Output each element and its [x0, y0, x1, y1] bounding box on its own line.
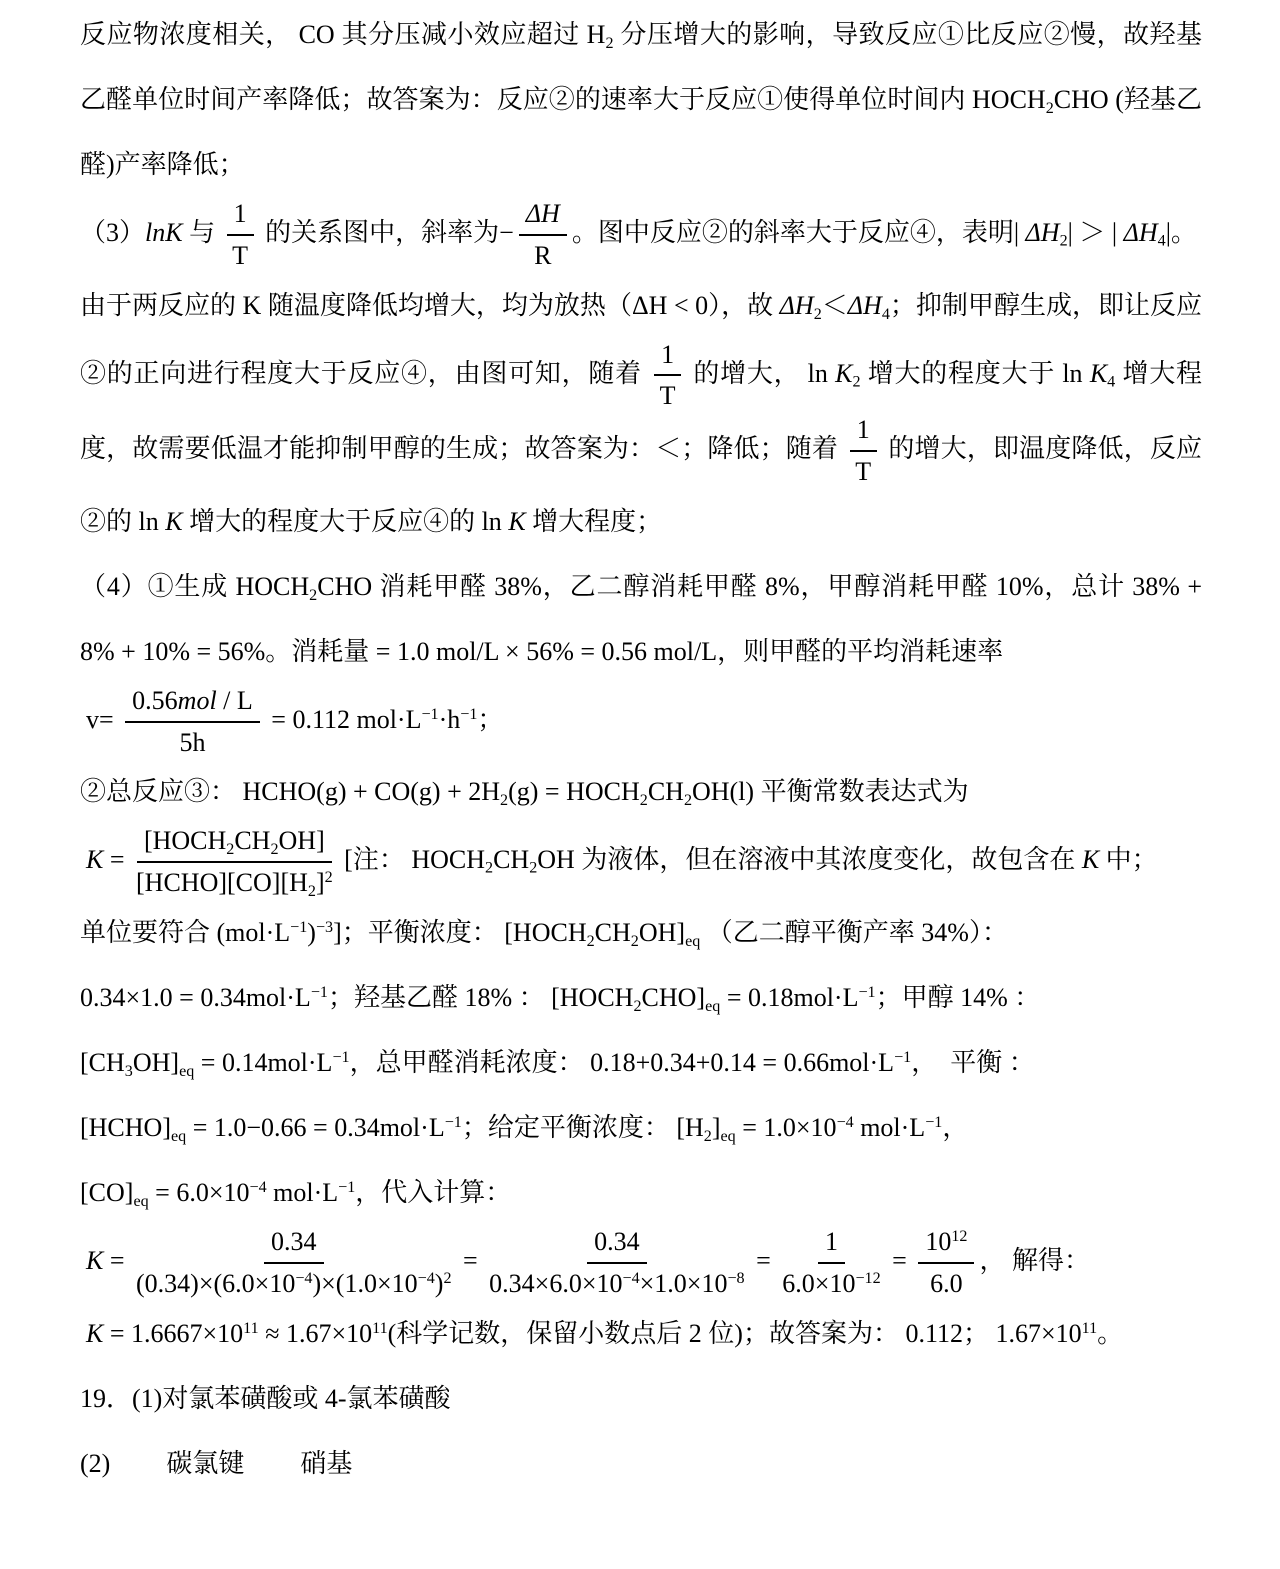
superscript: −1	[310, 984, 328, 1002]
superscript: −4	[622, 1269, 640, 1287]
fraction-numerator	[125, 684, 260, 723]
text-run: K	[508, 506, 526, 536]
fraction-denominator: R	[534, 240, 552, 270]
fraction	[125, 684, 260, 760]
text-run: K	[86, 1245, 104, 1275]
text-run: K	[86, 845, 104, 875]
text-run: mol	[177, 685, 217, 715]
text-run: = 1.0×10	[735, 1112, 837, 1142]
text-run: （乙二醇平衡产率 34%）：	[700, 917, 1008, 947]
text-run: ， 解得：	[979, 1245, 1090, 1275]
fraction-numerator	[918, 1225, 974, 1264]
text-run: 碳氯键	[166, 1448, 245, 1478]
fraction-numerator: 0.34	[587, 1225, 647, 1264]
text-run: 与	[182, 217, 222, 247]
text-run: （3）	[80, 217, 146, 247]
formula-k-calculation	[80, 1225, 1202, 1301]
superscript: −1	[421, 705, 439, 723]
text-run: （4）①生成 HOCH	[80, 571, 310, 601]
text-run: 的增大，即温度降低，反应②的 ln	[80, 433, 1202, 536]
text-run: )	[434, 1268, 444, 1298]
text-run: ， 平衡 ：	[911, 1047, 1035, 1077]
text-run: 0.34×1.0 = 0.34mol·L	[80, 982, 311, 1012]
text-run: 硝基	[300, 1448, 353, 1478]
subscript: eq	[685, 932, 701, 950]
text-run: [注： HOCH	[337, 845, 486, 875]
text-run: OH 为液体，但在溶液中其浓度变化，故包含在	[537, 845, 1082, 875]
text-run: = 1.6667×10	[103, 1318, 244, 1348]
paragraph-question19-part1	[80, 1366, 1202, 1431]
text-run: K	[1089, 358, 1108, 388]
superscript: −4	[417, 1269, 435, 1287]
text-run: ；	[477, 704, 504, 734]
text-run: OH]	[132, 1047, 180, 1077]
text-run: CHO 消耗甲醛 38%，乙二醇消耗甲醛 8%，甲醇消耗甲醛 10%，总计 38% + 8% + 10% = 56%。消耗量 = 1.0 mol/L × 56% = 0.56 mol/L，则甲醛的平均消耗速率	[80, 571, 1202, 666]
superscript: 11	[372, 1319, 388, 1337]
text-run: ΔH	[1123, 217, 1158, 247]
text-run: CH	[234, 826, 271, 856]
superscript: −12	[855, 1269, 881, 1287]
text-run: 增大的程度大于反应④的 ln	[182, 506, 509, 536]
superscript: 12	[951, 1228, 968, 1246]
text-run: ΔH	[847, 290, 882, 320]
text-run: (科学记数，保留小数点后 2 位)；故答案为： 0.112； 1.67×10	[387, 1318, 1082, 1348]
fraction-numerator: 1	[850, 413, 877, 452]
text-run: 6.0×10	[782, 1268, 856, 1298]
subscript: 2	[813, 305, 822, 323]
text-run: =	[749, 1245, 778, 1275]
text-run: | ＞ |	[1067, 217, 1124, 247]
text-run: 0.56	[132, 685, 178, 715]
subscript: eq	[705, 997, 721, 1015]
superscript: 11	[1081, 1319, 1098, 1337]
text-run: mol·L	[853, 1112, 926, 1142]
text-run: K	[165, 506, 183, 536]
superscript: −1	[332, 1049, 350, 1067]
subscript: 2	[226, 841, 235, 859]
text-run: 分压增大的影响，导致反应①比反应②慢，故羟基乙醛单位时间产率降低；故答案为：反应②的速率大于反应①使得单位时间内 HOCH	[80, 20, 1202, 114]
paragraph-reaction-rate-conclusion	[80, 2, 1202, 197]
fraction	[519, 197, 567, 273]
text-run: / L	[216, 685, 253, 715]
fraction	[489, 1225, 744, 1301]
subscript: 2	[633, 997, 642, 1015]
subscript: 2	[683, 792, 692, 810]
text-run: OH(l) 平衡常数表达式为	[692, 777, 969, 807]
fraction-denominator	[489, 1264, 744, 1301]
text-run: |。	[1165, 217, 1197, 247]
paragraph-glycol-glycolaldehyde	[80, 965, 1202, 1030]
text-run: ]	[711, 1112, 721, 1142]
text-run: ×1.0×10	[639, 1268, 728, 1298]
subscript: 2	[529, 859, 538, 877]
text-run: 的增大， ln	[686, 358, 836, 388]
text-run: )×(1.0×10	[312, 1268, 418, 1298]
superscript: −4	[295, 1269, 313, 1287]
text-run: v=	[86, 704, 121, 734]
fraction-denominator	[136, 1264, 451, 1301]
subscript: 2	[630, 932, 639, 950]
fraction	[136, 1225, 451, 1301]
subscript: 2	[852, 373, 861, 391]
subscript: 2	[1059, 232, 1068, 250]
superscript: −1	[290, 919, 308, 937]
text-run: =	[456, 1245, 485, 1275]
text-run: ΔH	[779, 290, 814, 320]
subscript: 4	[1157, 232, 1166, 250]
text-run: K	[1081, 845, 1100, 875]
text-run: 中；	[1099, 845, 1158, 875]
text-run: 增大程度，故需要低温才能抑制甲醇的生成；故答案为：＜；降低；随着	[80, 358, 1202, 463]
formula-k-expression	[80, 824, 1202, 900]
fraction	[654, 338, 681, 414]
paragraph-hcho-h2-equilibrium	[80, 1095, 1202, 1160]
subscript: eq	[133, 1192, 149, 1210]
superscript: −1	[858, 984, 876, 1002]
subscript: 2	[605, 34, 614, 52]
subscript: 2	[309, 586, 318, 604]
text-run: = 0.18mol·L	[720, 982, 859, 1012]
fraction-numerator	[137, 824, 332, 863]
text-run: = 1.0−0.66 = 0.34mol·L	[186, 1112, 445, 1142]
fraction	[136, 824, 333, 900]
fraction	[227, 197, 254, 273]
text-run: [CO]	[80, 1177, 134, 1207]
text-run: ，	[942, 1112, 969, 1142]
subscript: 2	[270, 841, 279, 859]
text-run: (0.34)×(6.0×10	[136, 1268, 296, 1298]
subscript: eq	[179, 1062, 195, 1080]
text-run: 19．(1)对氯苯磺酸或 4-氯苯磺酸	[80, 1383, 451, 1413]
subscript: 2	[500, 792, 509, 810]
text-run: 反应物浓度相关， CO 其分压减小效应超过 H	[80, 20, 606, 49]
superscript: −4	[249, 1179, 267, 1197]
text-run: CHO]	[641, 982, 706, 1012]
fraction	[918, 1225, 974, 1301]
fraction-numerator: 0.34	[264, 1225, 324, 1264]
text-run: ，总甲醛消耗浓度： 0.18+0.34+0.14 = 0.66mol·L	[349, 1047, 895, 1077]
text-run: ；抑制甲醇生成，即让反应②的正向进行程度大于反应④，由图可知，随着	[80, 290, 1202, 388]
paragraph-part4-consumption	[80, 554, 1202, 684]
paragraph-units-eq-concentration	[80, 900, 1202, 965]
formula-average-rate	[80, 684, 1202, 760]
text-run: ＜	[821, 290, 848, 320]
subscript: 4	[881, 305, 890, 323]
superscript: 2	[324, 869, 333, 887]
text-run: =	[103, 1245, 132, 1275]
fraction-denominator: T	[855, 456, 872, 486]
subscript: 2	[586, 932, 595, 950]
paragraph-methanol-total	[80, 1030, 1202, 1095]
text-run: 0.34×6.0×10	[489, 1268, 623, 1298]
subscript: eq	[720, 1127, 736, 1145]
text-run: 。	[1097, 1318, 1124, 1348]
text-run: CH	[493, 845, 530, 875]
subscript: 2	[1045, 99, 1054, 117]
superscript: −1	[925, 1114, 943, 1132]
fraction-denominator: T	[232, 240, 249, 270]
superscript: −4	[836, 1114, 854, 1132]
fraction-numerator: 1	[227, 197, 254, 236]
text-run: =	[103, 845, 132, 875]
text-run: 。图中反应②的斜率大于反应④，表明|	[571, 217, 1026, 247]
text-run: [HOCH	[143, 826, 227, 856]
formula-k-result	[80, 1301, 1202, 1366]
subscript: 2	[307, 883, 316, 900]
superscript: −1	[338, 1179, 356, 1197]
superscript: −1	[460, 705, 478, 723]
paragraph-total-reaction	[80, 759, 1202, 824]
text-run: K	[86, 1318, 104, 1348]
text-run: (g) = HOCH	[508, 777, 640, 807]
text-run: ]	[315, 868, 325, 898]
text-run: ；给定平衡浓度： [H	[461, 1112, 704, 1142]
fraction-numerator: ΔH	[519, 197, 567, 236]
text-run: 10	[925, 1226, 952, 1256]
text-run: 增大程度；	[525, 506, 663, 536]
fraction-denominator: 6.0	[930, 1268, 963, 1298]
text-run: [HCHO]	[80, 1112, 171, 1142]
text-run: ；羟基乙醛 18% ： [HOCH	[327, 982, 634, 1012]
text-run: ]；平衡浓度： [HOCH	[333, 917, 587, 947]
text-run: ΔH	[1025, 217, 1060, 247]
text-run: OH]	[638, 917, 686, 947]
subscript: 2	[703, 1127, 712, 1145]
superscript: −1	[444, 1114, 462, 1132]
superscript: −1	[894, 1049, 912, 1067]
fraction-numerator: 1	[654, 338, 681, 377]
fraction	[782, 1225, 880, 1301]
fraction-numerator: 1	[818, 1225, 845, 1264]
subscript: 2	[485, 859, 494, 877]
text-run: [CH	[80, 1047, 125, 1077]
text-run: CHO (羟基乙醛)产率降低；	[80, 85, 1202, 179]
subscript: 2	[639, 792, 648, 810]
text-run: ，代入计算：	[355, 1177, 512, 1207]
text-run: ·h	[438, 704, 461, 734]
text-run: ②总反应③： HCHO(g) + CO(g) + 2H	[80, 777, 501, 807]
text-run: = 0.112 mol·L	[264, 704, 422, 734]
text-run: CH	[647, 777, 684, 807]
text-run: (2)	[80, 1448, 111, 1478]
superscript: 11	[243, 1319, 259, 1337]
fraction-denominator: 5h	[179, 727, 206, 757]
text-run: =	[885, 1245, 914, 1275]
subscript: 4	[1107, 373, 1116, 391]
paragraph-question19-part2	[80, 1431, 1202, 1496]
text-run: 增大的程度大于 ln	[860, 358, 1090, 388]
text-run: [HCHO][CO][H	[136, 868, 308, 898]
text-run: 单位要符合 (mol·L	[80, 917, 291, 947]
subscript: eq	[171, 1127, 187, 1145]
text-run: CH	[594, 917, 631, 947]
fraction	[850, 413, 877, 489]
paragraph-co-equilibrium	[80, 1160, 1202, 1225]
paragraph-part3-analysis	[80, 273, 1202, 554]
text-run: ≈ 1.67×10	[258, 1318, 373, 1348]
superscript: 2	[443, 1269, 452, 1287]
text-run: lnK	[145, 217, 183, 247]
text-run: ；甲醇 14% ：	[875, 982, 1041, 1012]
subscript: 3	[124, 1062, 133, 1080]
paragraph-part3-slope	[80, 197, 1202, 273]
text-run: )	[307, 917, 316, 947]
fraction-denominator	[136, 863, 333, 900]
fraction-denominator: T	[659, 381, 676, 411]
text-run: = 0.14mol·L	[194, 1047, 333, 1077]
text-run: 由于两反应的 K 随温度降低均增大，均为放热（ΔH < 0），故	[80, 290, 780, 320]
text-run: OH]	[278, 826, 325, 856]
text-run: = 6.0×10	[148, 1177, 250, 1207]
superscript: −3	[315, 919, 334, 937]
text-run: mol·L	[266, 1177, 339, 1207]
fraction-denominator	[782, 1264, 880, 1301]
text-run: 的关系图中，斜率为−	[258, 217, 514, 247]
text-run: K	[835, 358, 853, 388]
superscript: −8	[727, 1269, 745, 1287]
